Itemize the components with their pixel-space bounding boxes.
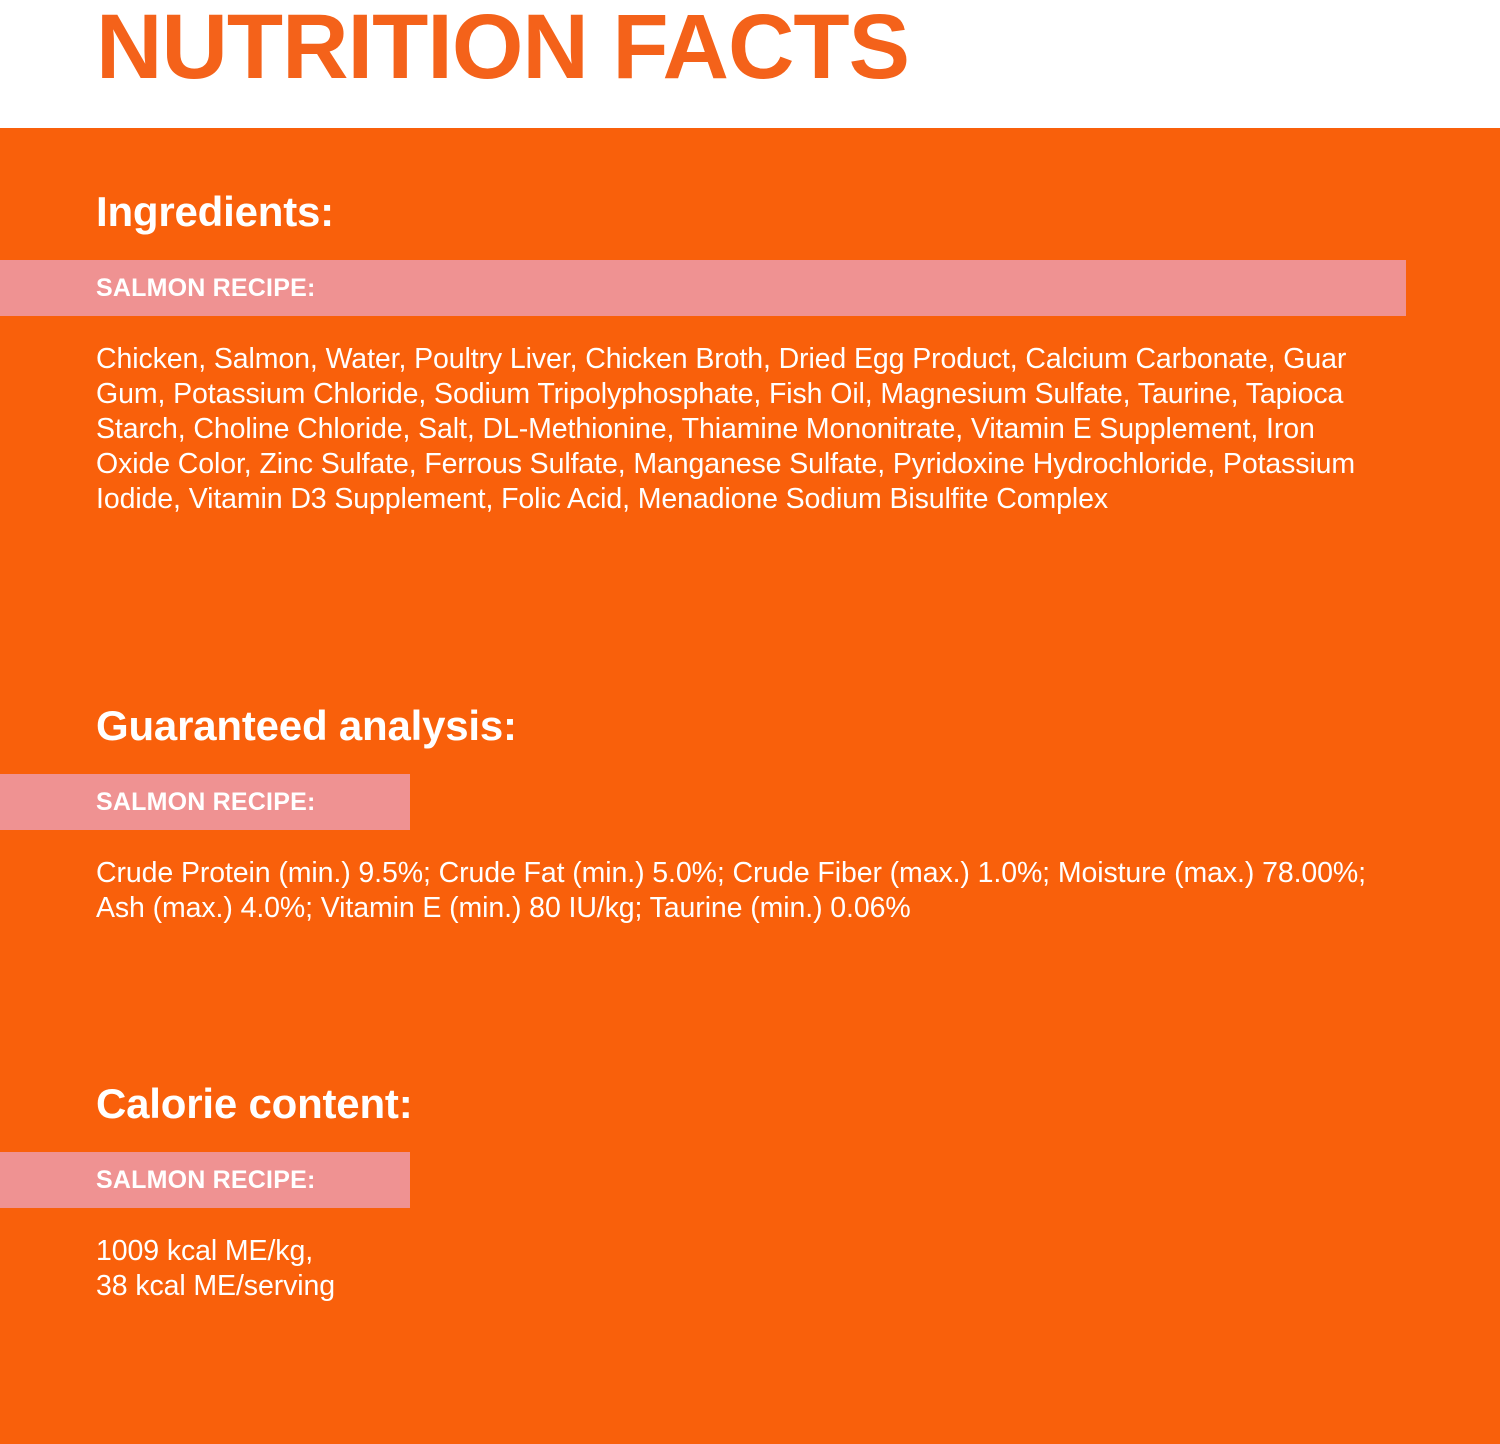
ingredients-heading: Ingredients: xyxy=(96,188,334,235)
page-title: NUTRITION FACTS xyxy=(96,0,909,98)
ingredients-recipe-band xyxy=(0,260,1406,316)
analysis-recipe-band xyxy=(0,774,410,830)
content-panel xyxy=(0,128,1500,1444)
calorie-line-1: 1009 kcal ME/kg, xyxy=(96,1235,314,1267)
analysis-recipe-label: SALMON RECIPE: xyxy=(96,787,316,816)
calorie-text xyxy=(96,1234,1376,1304)
calorie-heading: Calorie content: xyxy=(96,1080,413,1127)
analysis-heading: Guaranteed analysis: xyxy=(96,702,517,749)
calorie-recipe-label: SALMON RECIPE: xyxy=(96,1165,316,1194)
calorie-line-2: 38 kcal ME/serving xyxy=(96,1270,335,1302)
section-guaranteed-analysis xyxy=(0,700,1500,926)
ingredients-recipe-label: SALMON RECIPE: xyxy=(96,273,316,302)
title-bar xyxy=(0,0,1500,128)
section-calorie-content xyxy=(0,1078,1500,1304)
section-ingredients xyxy=(0,186,1500,517)
ingredients-text: Chicken, Salmon, Water, Poultry Liver, Chicken Broth, Dried Egg Product, Calcium Carbonate, Guar Gum, Potassium Chloride, Sodium Tripolyphosphate, Fish Oil, Magnesium Sulfate, Taurine, Tapioca Starch, Choline Chloride, Salt, DL-Methionine, Thiamine Mononitrate, Vitamin E Supplement, Iron Oxide Color, Zinc Sulfate, Ferrous Sulfate, Manganese Sulfate, Pyridoxine Hydrochloride, Potassium Iodide, Vitamin D3 Supplement, Folic Acid, Menadione Sodium Bisulfite Complex xyxy=(96,343,1356,515)
calorie-recipe-band xyxy=(0,1152,410,1208)
analysis-text: Crude Protein (min.) 9.5%; Crude Fat (min.) 5.0%; Crude Fiber (max.) 1.0%; Moisture (max.) 78.00%; Ash (max.) 4.0%; Vitamin E (min.) 80 IU/kg; Taurine (min.) 0.06% xyxy=(96,857,1366,924)
